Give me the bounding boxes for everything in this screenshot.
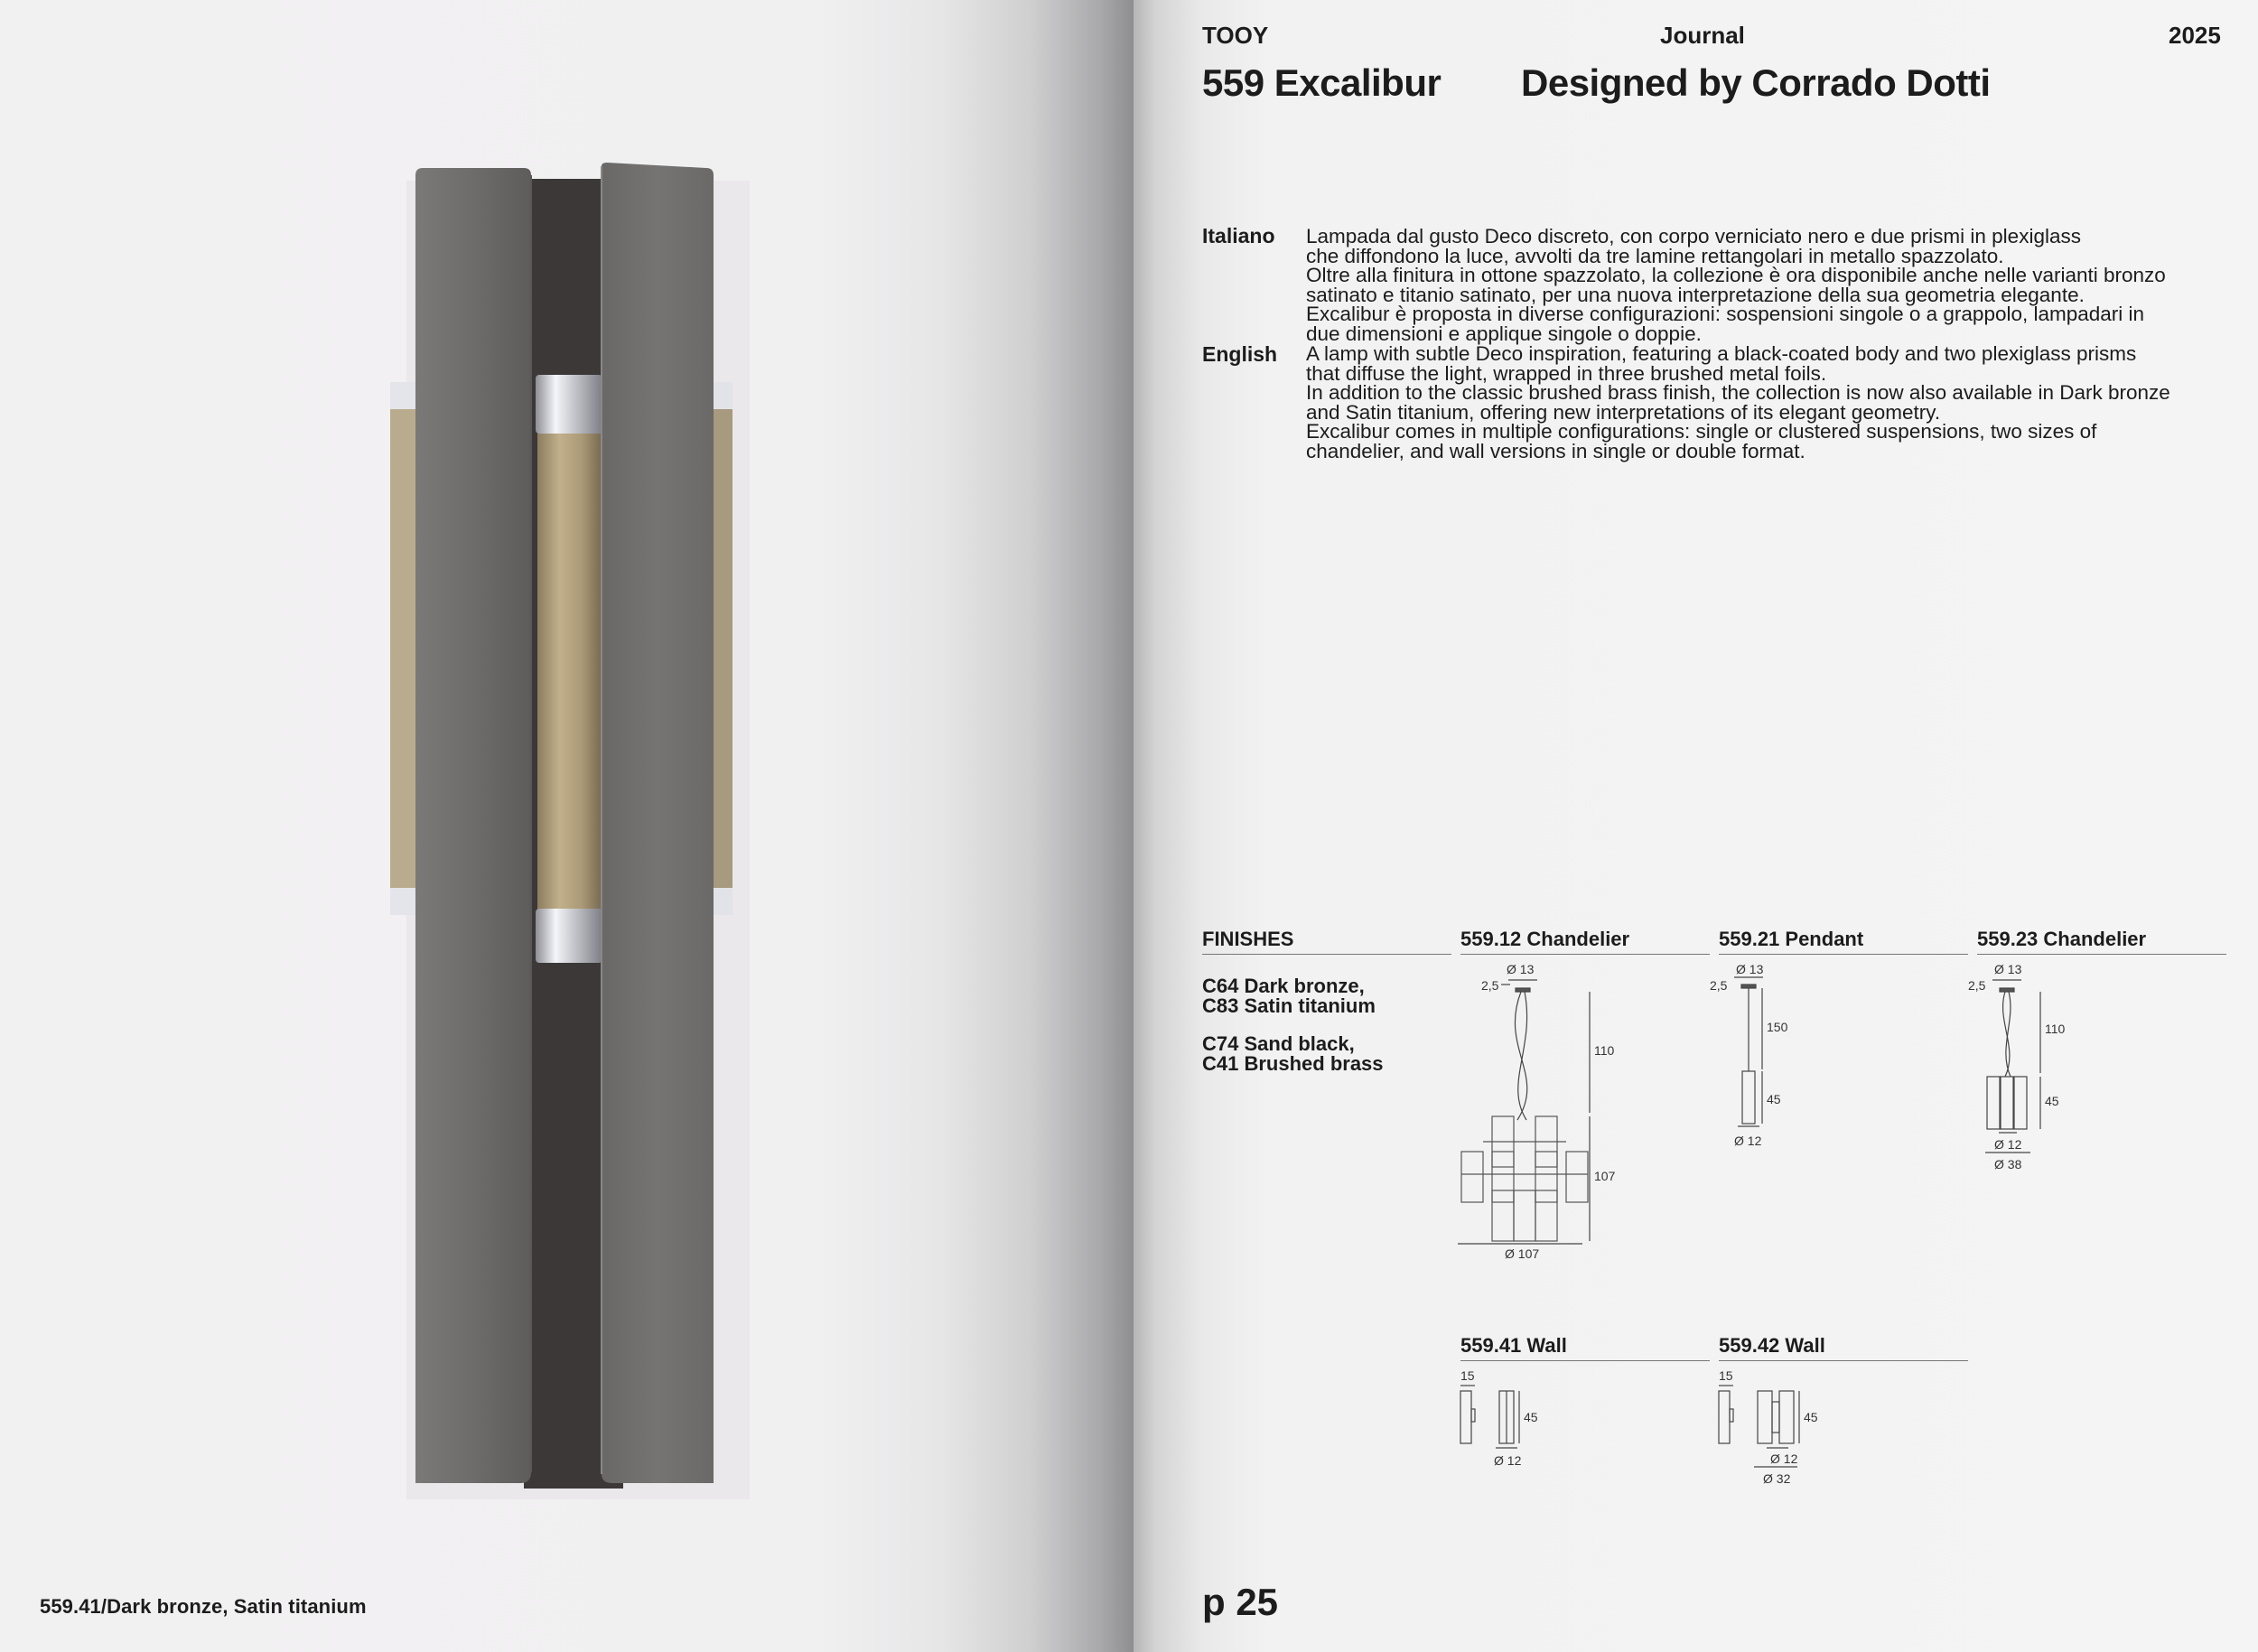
dim-label: 2,5: [1481, 978, 1499, 993]
dim-label: 45: [2045, 1094, 2059, 1108]
dim-label: 45: [1767, 1092, 1781, 1106]
desc-line: Oltre alla finitura in ottone spazzolato, la collezione è ora disponibile anche nelle varianti bronzo: [1306, 264, 2166, 286]
dim-label: Ø 12: [1994, 1137, 2022, 1152]
dim-label: Ø 107: [1505, 1246, 1540, 1261]
year-label: 2025: [2169, 22, 2221, 49]
desc-line: Lampada dal gusto Deco discreto, con corpo verniciato nero e due prismi in plexiglass: [1306, 225, 2081, 247]
dim-label: 150: [1767, 1020, 1788, 1034]
model-heading: 559.41 Wall: [1460, 1334, 1710, 1361]
desc-line: satinato e titanio satinato, per una nuova interpretazione della sua geometria elegante.: [1306, 283, 2085, 306]
finish-item: C83 Satin titanium: [1202, 994, 1376, 1017]
dim-label: Ø 12: [1770, 1451, 1798, 1466]
finish-item: C74 Sand black,: [1202, 1032, 1355, 1055]
dim-label: Ø 32: [1763, 1471, 1791, 1486]
brand-name: TOOY: [1202, 22, 1269, 49]
drawing-559-12: [1458, 962, 1616, 1261]
photo-caption: 559.41/Dark bronze, Satin titanium: [40, 1595, 367, 1618]
dim-label: Ø 12: [1494, 1453, 1522, 1468]
drawing-559-21: [1710, 962, 1788, 1148]
dim-label: 110: [1594, 1043, 1615, 1058]
dim-label: 15: [1719, 1368, 1733, 1383]
dim-label: 45: [1524, 1410, 1538, 1424]
dim-label: 2,5: [1710, 978, 1728, 993]
desc-line: A lamp with subtle Deco inspiration, featuring a black-coated body and two plexiglass prisms: [1306, 342, 2137, 365]
finishes-heading: FINISHES: [1202, 928, 1451, 955]
dim-label: 45: [1804, 1410, 1818, 1424]
dim-label: Ø 13: [1507, 962, 1535, 976]
finish-item: C64 Dark bronze,: [1202, 975, 1365, 997]
desc-line: that diffuse the light, wrapped in three brushed metal foils.: [1306, 361, 1827, 385]
desc-line: In addition to the classic brushed brass finish, the collection is now also available in Dark bronze: [1306, 381, 2170, 404]
model-heading: 559.12 Chandelier: [1460, 928, 1710, 955]
dim-label: Ø 13: [1994, 962, 2022, 976]
dim-label: Ø 13: [1736, 962, 1764, 976]
dim-label: 15: [1460, 1368, 1475, 1383]
desc-line: che diffondono la luce, avvolti da tre lamine rettangolari in metallo spazzolato.: [1306, 244, 2004, 267]
desc-line: Excalibur comes in multiple configurations: single or clustered suspensions, two sizes of: [1306, 420, 2097, 443]
product-title: 559 Excalibur: [1202, 61, 1442, 104]
dim-label: Ø 38: [1994, 1157, 2022, 1171]
desc-line: chandelier, and wall versions in single or double format.: [1306, 439, 1805, 462]
designer-credit: Designed by Corrado Dotti: [1521, 61, 1991, 104]
model-heading: 559.21 Pendant: [1719, 928, 1968, 955]
desc-line: and Satin titanium, offering new interpretations of its elegant geometry.: [1306, 400, 1941, 424]
language-label-english: English: [1202, 342, 1278, 366]
dim-label: 110: [2045, 1022, 2066, 1036]
drawing-559-41: [1460, 1368, 1538, 1468]
drawing-559-23: [1968, 962, 2066, 1171]
dim-label: 107: [1594, 1169, 1616, 1183]
model-heading: 559.42 Wall: [1719, 1334, 1968, 1361]
language-label-italian: Italiano: [1202, 224, 1275, 247]
dim-label: Ø 12: [1734, 1134, 1762, 1148]
drawing-559-42: [1719, 1368, 1818, 1486]
desc-line: Excalibur è proposta in diverse configurazioni: sospensioni singole o a grappolo, lampadari in: [1306, 303, 2145, 325]
finish-item: C41 Brushed brass: [1202, 1052, 1384, 1075]
desc-line: due dimensioni e applique singole o doppie.: [1306, 322, 1702, 345]
model-heading: 559.23 Chandelier: [1977, 928, 2226, 955]
page-number: p 25: [1202, 1581, 1279, 1623]
dim-label: 2,5: [1968, 978, 1986, 993]
section-label: Journal: [1660, 22, 1745, 49]
